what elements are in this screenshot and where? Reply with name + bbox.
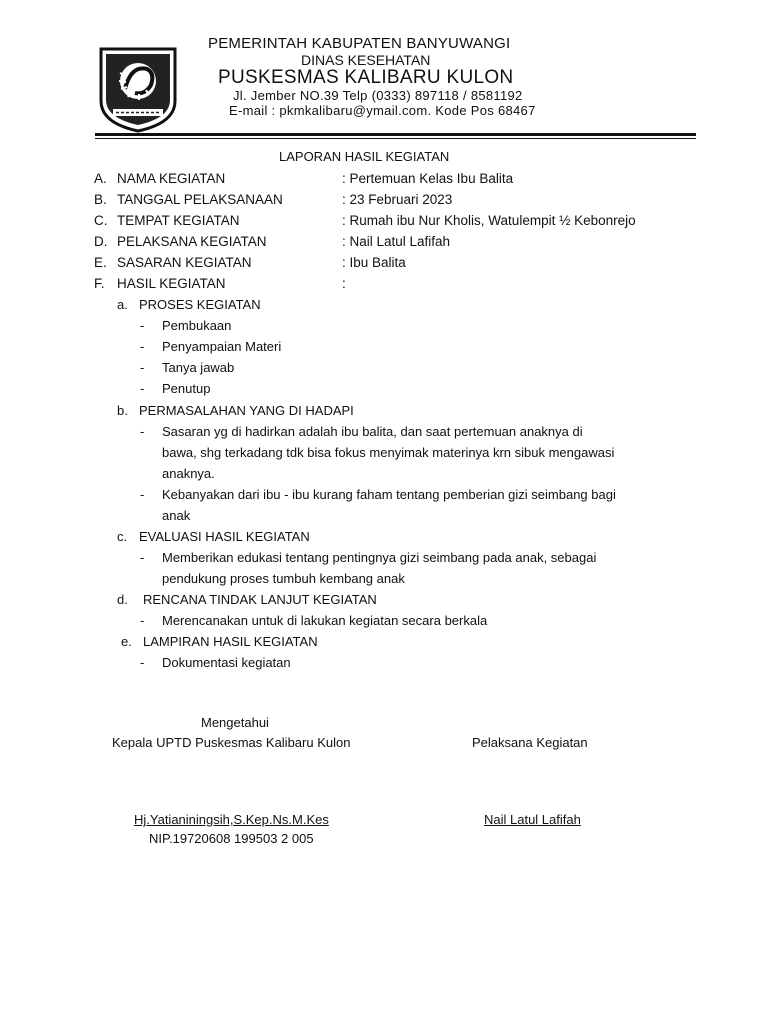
report-title: LAPORAN HASIL KEGIATAN — [279, 149, 450, 164]
header-address: Jl. Jember NO.39 Telp (0333) 897118 / 8581192 — [233, 88, 523, 103]
section-letter: c. — [117, 529, 128, 544]
header-puskesmas: PUSKESMAS KALIBARU KULON — [218, 67, 514, 88]
field-value: : Rumah ibu Nur Kholis, Watulempit ½ Kebonrejo — [342, 213, 636, 228]
list-item-line: Sasaran yg di hadirkan adalah ibu balita, dan saat pertemuan anaknya di — [162, 424, 583, 439]
bullet: - — [140, 613, 145, 628]
section-letter: b. — [117, 403, 128, 418]
field-letter: A. — [94, 171, 107, 186]
header-divider-thick — [95, 133, 696, 136]
section-title: PERMASALAHAN YANG DI HADAPI — [139, 403, 354, 418]
field-value: : Nail Latul Lafifah — [342, 234, 451, 249]
list-item-line: Kebanyakan dari ibu - ibu kurang faham tentang pemberian gizi seimbang bagi — [162, 487, 616, 502]
section-title: RENCANA TINDAK LANJUT KEGIATAN — [143, 592, 377, 607]
list-item: Dokumentasi kegiatan — [162, 655, 291, 670]
header-department: DINAS KESEHATAN — [301, 52, 431, 68]
list-item-line: anaknya. — [162, 466, 215, 481]
field-letter: F. — [94, 276, 105, 291]
signature-left-nip: NIP.19720608 199503 2 005 — [149, 831, 314, 846]
kabupaten-banyuwangi-emblem — [95, 43, 181, 133]
bullet: - — [140, 360, 145, 375]
list-item: Merencanakan untuk di lakukan kegiatan secara berkala — [162, 613, 488, 628]
field-label: NAMA KEGIATAN — [117, 171, 226, 186]
list-item: Pembukaan — [162, 318, 232, 333]
field-label: SASARAN KEGIATAN — [117, 255, 252, 270]
field-letter: B. — [94, 192, 107, 207]
field-label: HASIL KEGIATAN — [117, 276, 226, 291]
field-label: PELAKSANA KEGIATAN — [117, 234, 267, 249]
header-government: PEMERINTAH KABUPATEN BANYUWANGI — [208, 35, 511, 52]
signature-left-role: Kepala UPTD Puskesmas Kalibaru Kulon — [112, 735, 351, 750]
bullet: - — [140, 655, 145, 670]
signature-right-name: Nail Latul Lafifah — [484, 812, 581, 827]
section-title: EVALUASI HASIL KEGIATAN — [139, 529, 310, 544]
bullet: - — [140, 339, 145, 354]
field-label: TEMPAT KEGIATAN — [117, 213, 240, 228]
header-email: E-mail : pkmkalibaru@ymail.com. Kode Pos 68467 — [229, 103, 536, 118]
section-title: LAMPIRAN HASIL KEGIATAN — [143, 634, 318, 649]
list-item-line: anak — [162, 508, 191, 523]
section-letter: d. — [117, 592, 128, 607]
section-letter: e. — [121, 634, 132, 649]
section-title: PROSES KEGIATAN — [139, 297, 261, 312]
list-item-line: pendukung proses tumbuh kembang anak — [162, 571, 405, 586]
signature-left-name: Hj.Yatianiningsih,S.Kep.Ns.M.Kes — [134, 812, 329, 827]
signature-right-role: Pelaksana Kegiatan — [472, 735, 588, 750]
list-item-line: Memberikan edukasi tentang pentingnya gizi seimbang pada anak, sebagai — [162, 550, 597, 565]
bullet: - — [140, 487, 145, 502]
bullet: - — [140, 318, 145, 333]
list-item: Tanya jawab — [162, 360, 235, 375]
signature-left-caption: Mengetahui — [201, 715, 269, 730]
list-item-line: bawa, shg terkadang tdk bisa fokus menyimak materinya krn sibuk mengawasi — [162, 445, 615, 460]
field-letter: D. — [94, 234, 108, 249]
header-divider-thin — [95, 138, 696, 139]
bullet: - — [140, 381, 145, 396]
field-label: TANGGAL PELAKSANAAN — [117, 192, 283, 207]
field-letter: C. — [94, 213, 108, 228]
section-letter: a. — [117, 297, 128, 312]
list-item: Penutup — [162, 381, 211, 396]
list-item: Penyampaian Materi — [162, 339, 282, 354]
bullet: - — [140, 424, 145, 439]
field-value: : Pertemuan Kelas Ibu Balita — [342, 171, 514, 186]
field-value: : 23 Februari 2023 — [342, 192, 453, 207]
field-letter: E. — [94, 255, 107, 270]
field-value: : Ibu Balita — [342, 255, 406, 270]
field-value: : — [342, 276, 346, 291]
bullet: - — [140, 550, 145, 565]
